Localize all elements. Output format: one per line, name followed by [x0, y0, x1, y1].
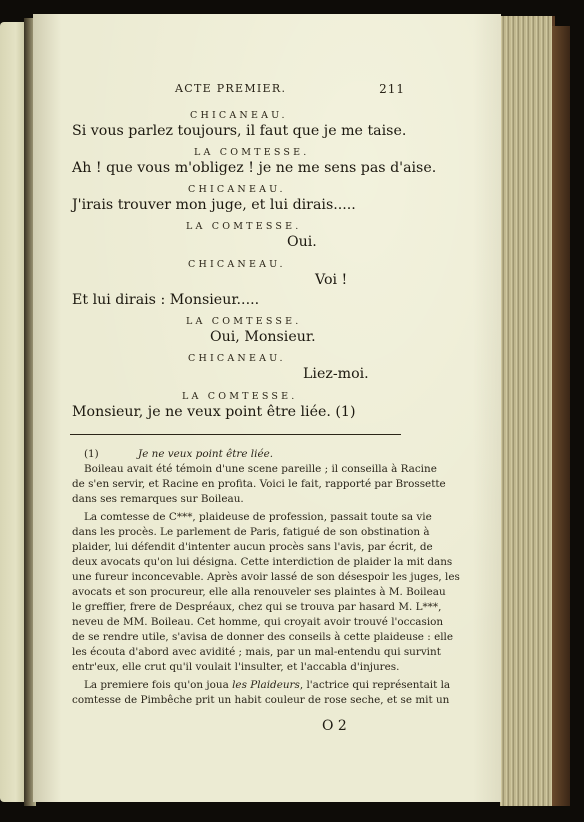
- speaker-name: LA COMTESSE.: [194, 147, 310, 158]
- footnote-text: , l'actrice qui représentait la: [299, 679, 451, 691]
- footnote-marker: (1): [84, 448, 99, 460]
- footnote-line: de s'en servir, et Racine en profita. Voici le fait, rapporté par Brossette: [72, 478, 446, 490]
- footnote-line: comtesse de Pimbêche prit un habit couleur de rose seche, et se mit un: [72, 694, 450, 706]
- speaker-name: CHICANEAU.: [190, 110, 288, 121]
- verse-line: Oui.: [287, 234, 317, 250]
- verse-line: Ah ! que vous m'obligez ! je ne me sens pas d'aise.: [72, 160, 437, 176]
- verse-line: Oui, Monsieur.: [210, 329, 316, 345]
- page-number: 211: [379, 82, 405, 96]
- footnote-line: les écouta d'abord avec avidité ; mais, par un mal-entendu qui survint: [72, 646, 441, 658]
- footnote-line: avocats et son procureur, elle alla renouveler ses plaintes à M. Boileau: [72, 586, 446, 598]
- signature-mark: O 2: [322, 718, 347, 734]
- speaker-name: CHICANEAU.: [188, 353, 286, 364]
- speaker-name: LA COMTESSE.: [186, 221, 302, 232]
- speaker-name: LA COMTESSE.: [182, 391, 298, 402]
- footnote-line: le greffier, frere de Despréaux, chez qui se trouva par hasard M. L***,: [72, 601, 442, 613]
- footnote-text: La premiere fois qu'on joua: [84, 679, 229, 691]
- speaker-name: LA COMTESSE.: [186, 316, 302, 327]
- footnote-line: [84, 679, 450, 691]
- footnote-line: deux avocats qu'on lui désigna. Cette interdiction de plaider la mit dans: [72, 556, 453, 568]
- footnote-line: de se rendre utile, s'avisa de donner des conseils à cette plaideuse : elle: [72, 631, 454, 643]
- footnote-line: une fureur inconcevable. Après avoir lassé de son désespoir les juges, les: [72, 571, 460, 583]
- speaker-name: CHICANEAU.: [188, 259, 286, 270]
- footnote-line: La comtesse de C***, plaideuse de profession, passait toute sa vie: [84, 511, 432, 523]
- play-title: les Plaideurs: [232, 679, 300, 691]
- verse-line: Liez-moi.: [303, 366, 369, 382]
- footnote-line: neveu de MM. Boileau. Cet homme, qui croyait avoir trouvé l'occasion: [72, 616, 444, 628]
- verse-line: Et lui dirais : Monsieur.....: [72, 292, 260, 308]
- footnote-line: dans ses remarques sur Boileau.: [72, 493, 244, 505]
- verse-line: J'irais trouver mon juge, et lui dirais.....: [72, 197, 356, 213]
- footnote-rule: [70, 434, 401, 435]
- running-header: [175, 82, 405, 98]
- footnote-line: plaider, lui défendit d'intenter aucun procès sans l'avis, par écrit, de: [72, 541, 433, 553]
- footnote-line: Boileau avait été témoin d'une scene pareille ; il conseilla à Racine: [84, 463, 437, 475]
- running-title: ACTE PREMIER.: [175, 82, 287, 95]
- page-edges: [500, 16, 555, 806]
- footnote-line: dans les procès. Le parlement de Paris, fatigué de son obstination à: [72, 526, 430, 538]
- footnote-heading: [84, 448, 273, 460]
- book-cover-edge: [552, 26, 570, 806]
- verse-line: Voi !: [315, 272, 348, 288]
- footnote-line: entr'eux, elle crut qu'il voulait l'insulter, et l'accabla d'injures.: [72, 661, 400, 673]
- speaker-name: CHICANEAU.: [188, 184, 286, 195]
- left-page-edge: [0, 22, 26, 802]
- verse-line: Si vous parlez toujours, il faut que je me taise.: [72, 123, 407, 139]
- footnote-title: Je ne veux point être liée.: [138, 448, 274, 460]
- verse-line: Monsieur, je ne veux point être liée. (1): [72, 404, 356, 420]
